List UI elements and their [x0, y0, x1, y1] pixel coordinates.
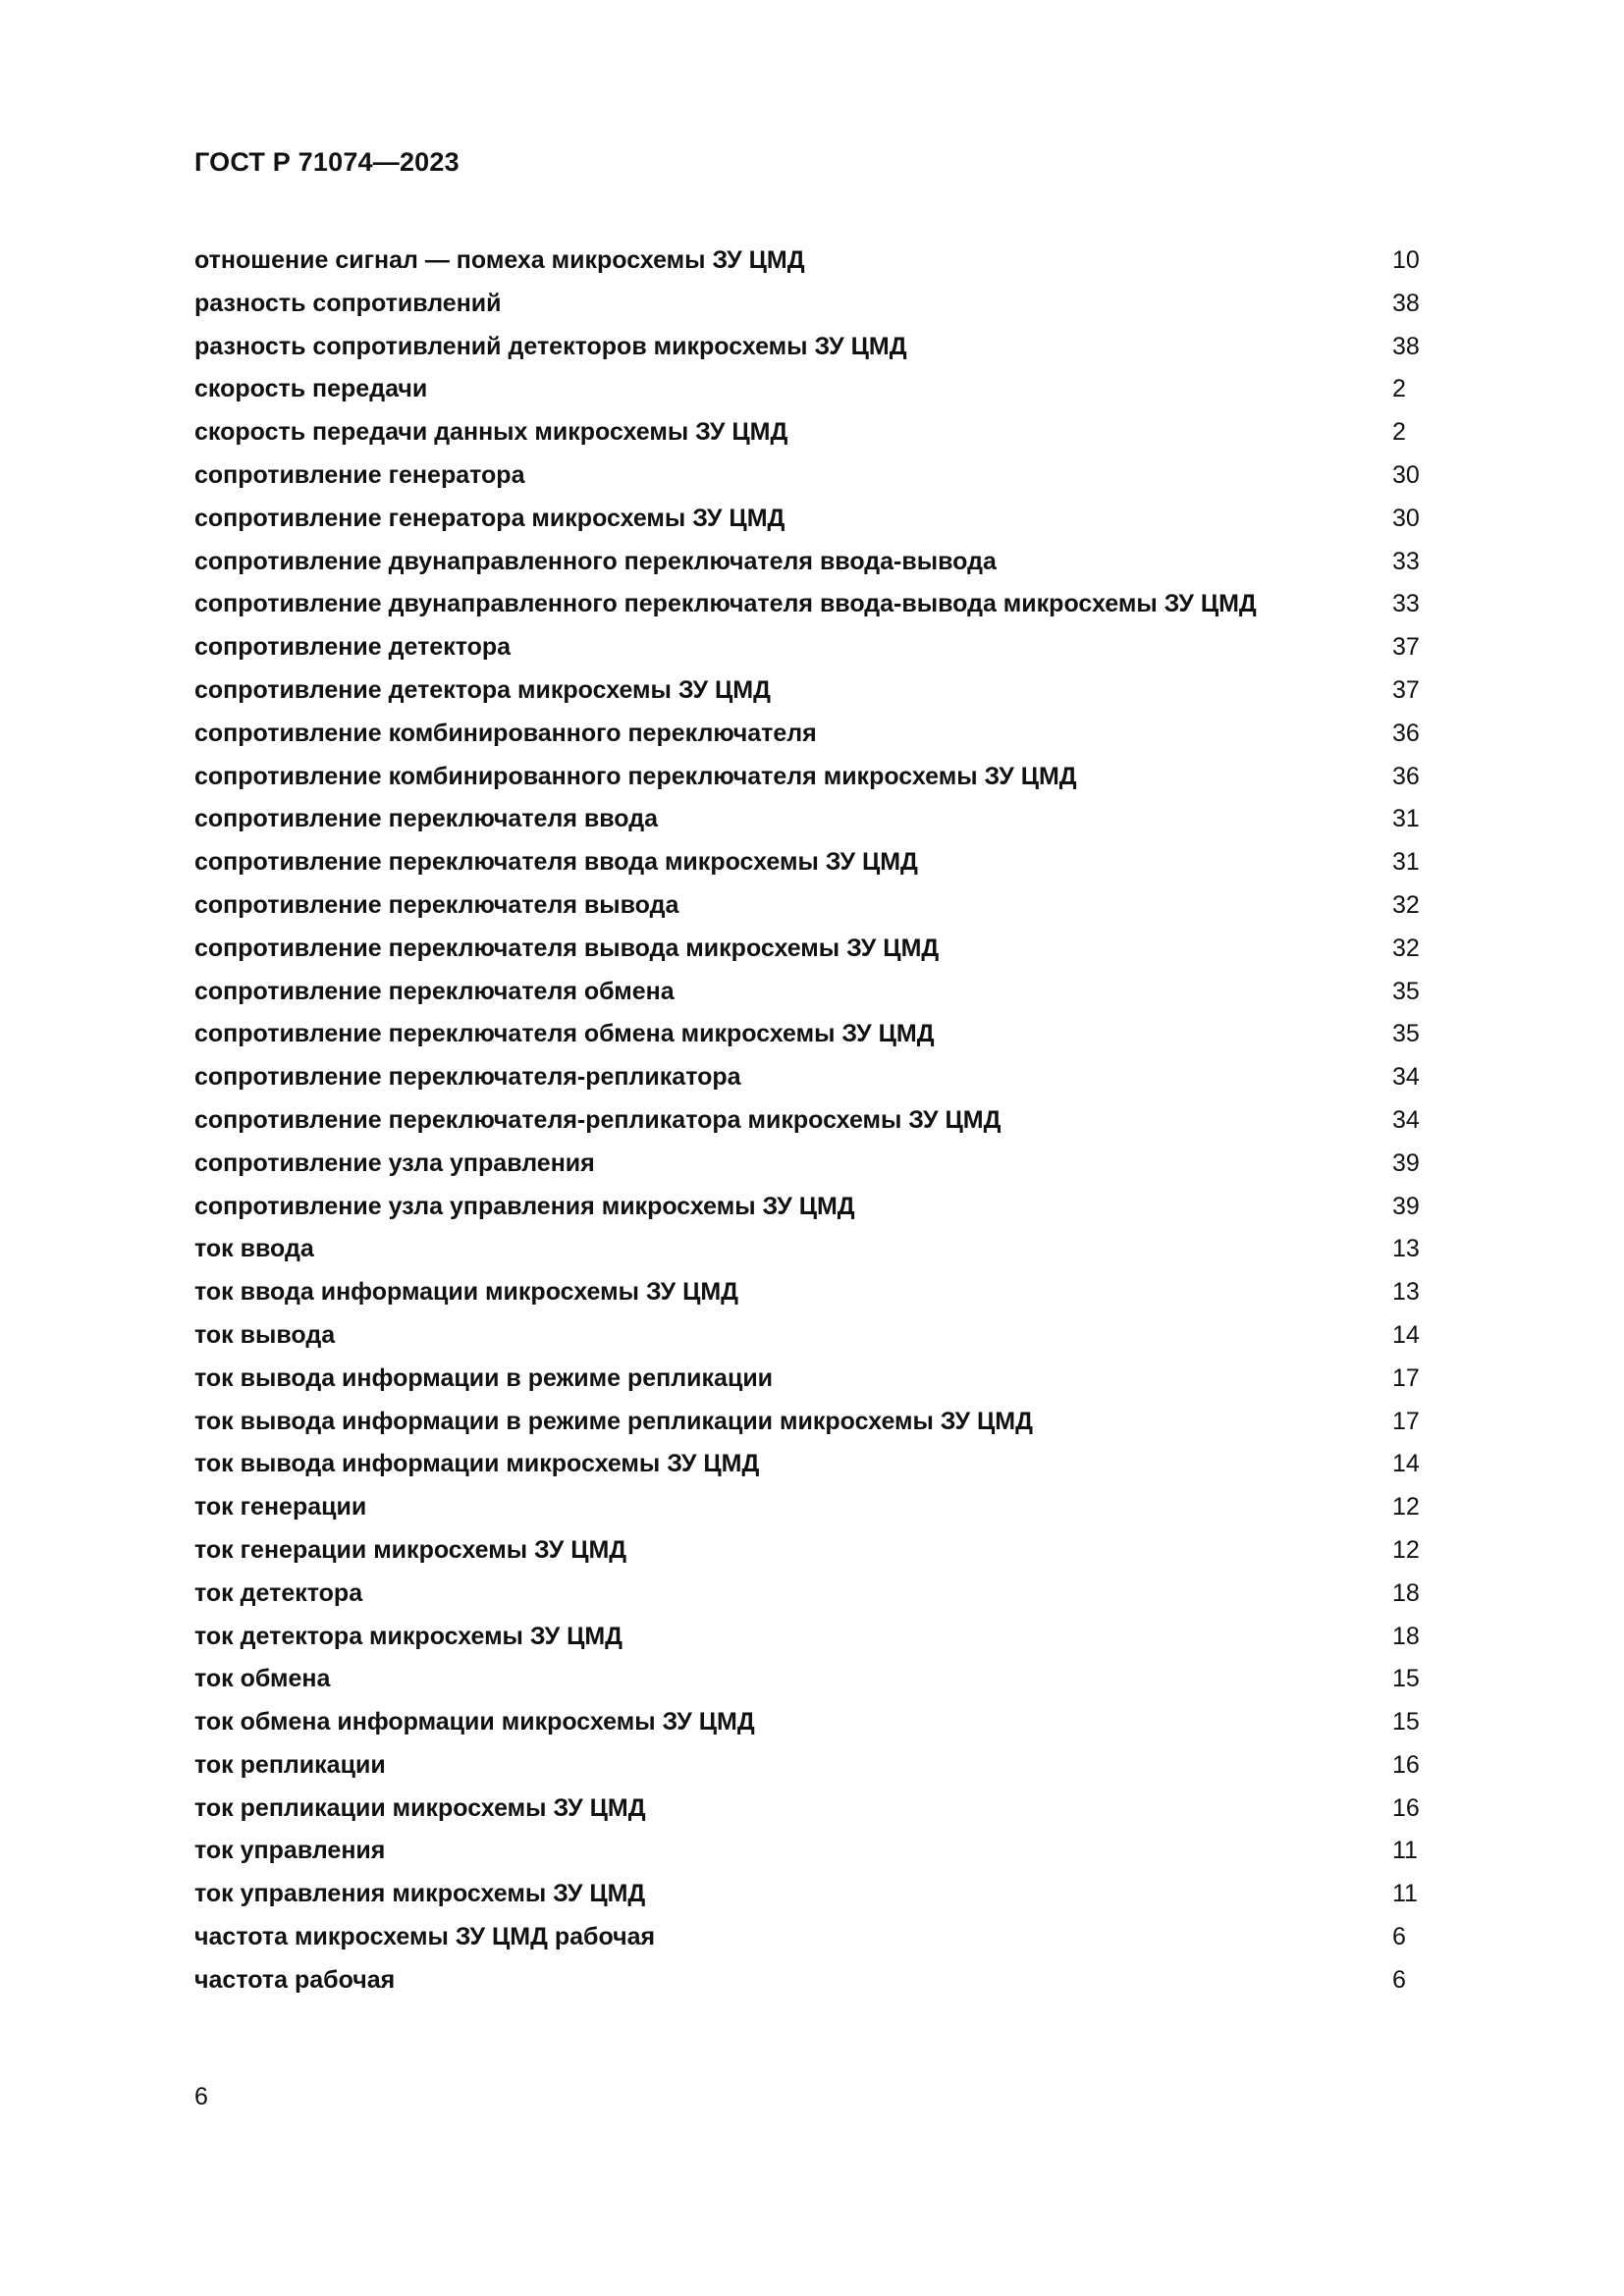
index-entry: [194, 1916, 1432, 1959]
index-term-number: 33: [1392, 590, 1420, 618]
index-term: разность сопротивлений: [194, 289, 502, 317]
index-term-number: 15: [1392, 1708, 1420, 1736]
index-term-number: 13: [1392, 1278, 1420, 1307]
index-entry: [194, 713, 1432, 756]
index-term: сопротивление детектора: [194, 633, 512, 662]
index-entry: [194, 841, 1432, 884]
index-term-number: 37: [1392, 633, 1420, 662]
index-term-number: 14: [1392, 1320, 1420, 1349]
index-term-number: 31: [1392, 805, 1420, 833]
index-term: сопротивление узла управления: [194, 1148, 595, 1177]
index-entry: [194, 1744, 1432, 1788]
index-entry: [194, 1873, 1432, 1916]
index-term-number: 34: [1392, 1105, 1420, 1134]
index-term-number: 34: [1392, 1063, 1420, 1092]
index-term-number: 36: [1392, 719, 1420, 747]
index-term-number: 38: [1392, 332, 1420, 360]
index-entry: [194, 1658, 1432, 1701]
index-term-number: 38: [1392, 289, 1420, 317]
index-term-number: 18: [1392, 1622, 1420, 1650]
index-term: сопротивление переключателя обмена: [194, 977, 675, 1005]
index-term: разность сопротивлений детекторов микросхемы ЗУ ЦМД: [194, 332, 907, 360]
index-term: сопротивление переключателя-репликатора: [194, 1063, 741, 1092]
index-entry: [194, 454, 1432, 498]
index-term-number: 6: [1392, 1965, 1406, 1994]
index-term: ток генерации: [194, 1493, 367, 1522]
index-term-number: 32: [1392, 890, 1420, 919]
index-term: сопротивление узла управления микросхемы ЗУ ЦМД: [194, 1192, 855, 1220]
index-term-number: 16: [1392, 1750, 1420, 1779]
index-term-number: 12: [1392, 1493, 1420, 1522]
index-term: ток репликации: [194, 1750, 386, 1779]
index-term: сопротивление переключателя-репликатора микросхемы ЗУ ЦМД: [194, 1105, 1001, 1134]
index-term: сопротивление переключателя ввода: [194, 805, 658, 833]
index-entry: [194, 368, 1432, 411]
index-term: сопротивление переключателя вывода микросхемы ЗУ ЦМД: [194, 934, 940, 962]
index-entry: [194, 1616, 1432, 1659]
index-term-number: 39: [1392, 1148, 1420, 1177]
index-term: сопротивление переключателя ввода микросхемы ЗУ ЦМД: [194, 848, 918, 877]
index-term-number: 35: [1392, 1020, 1420, 1048]
index-term: ток управления: [194, 1837, 386, 1865]
index-entry: [194, 541, 1432, 584]
index-term-number: 32: [1392, 934, 1420, 962]
index-term: частота рабочая: [194, 1965, 396, 1994]
index-term-number: 18: [1392, 1578, 1420, 1607]
index-term: ток обмена: [194, 1665, 331, 1693]
index-term: ток вывода информации микросхемы ЗУ ЦМД: [194, 1450, 760, 1478]
index-entry: [194, 1143, 1432, 1186]
index-term: ток детектора: [194, 1578, 363, 1607]
index-term: сопротивление комбинированного переключателя микросхемы ЗУ ЦМД: [194, 762, 1077, 790]
index-entry: [194, 283, 1432, 326]
index-entry: [194, 928, 1432, 971]
index-term: сопротивление комбинированного переключателя: [194, 719, 817, 747]
index-entry: [194, 971, 1432, 1014]
index-term: скорость передачи данных микросхемы ЗУ ЦМД: [194, 418, 788, 447]
index-term-number: 11: [1392, 1837, 1418, 1865]
index-entry: [194, 626, 1432, 669]
index-entry: [194, 1529, 1432, 1573]
index-entry: [194, 798, 1432, 841]
index-entry: [194, 1486, 1432, 1529]
alphabetical-index: [194, 240, 1432, 2002]
index-entry: [194, 1358, 1432, 1401]
index-term: сопротивление двунаправленного переключателя ввода-вывода: [194, 547, 997, 575]
index-term: ток детектора микросхемы ЗУ ЦМД: [194, 1622, 623, 1650]
index-entry: [194, 756, 1432, 799]
index-term-number: 13: [1392, 1235, 1420, 1263]
index-term: сопротивление детектора микросхемы ЗУ ЦМД: [194, 675, 771, 704]
index-term-number: 15: [1392, 1665, 1420, 1693]
index-term-number: 33: [1392, 547, 1420, 575]
index-entry: [194, 1830, 1432, 1873]
index-term-number: 39: [1392, 1192, 1420, 1220]
index-entry: [194, 1701, 1432, 1744]
index-term-number: 31: [1392, 848, 1420, 877]
index-term: сопротивление генератора: [194, 460, 525, 489]
index-term-number: 17: [1392, 1363, 1420, 1392]
index-term: ток генерации микросхемы ЗУ ЦМД: [194, 1535, 627, 1564]
index-term: ток ввода: [194, 1235, 314, 1263]
index-entry: [194, 1056, 1432, 1099]
index-entry: [194, 669, 1432, 713]
index-entry: [194, 1443, 1432, 1486]
document-header: ГОСТ Р 71074—2023: [194, 147, 460, 177]
index-term-number: 12: [1392, 1535, 1420, 1564]
index-entry: [194, 583, 1432, 626]
index-term-number: 36: [1392, 762, 1420, 790]
index-term: ток вывода информации в режиме репликации микросхемы ЗУ ЦМД: [194, 1407, 1033, 1435]
index-entry: [194, 411, 1432, 454]
index-term: ток вывода: [194, 1320, 336, 1349]
index-term: сопротивление переключателя обмена микросхемы ЗУ ЦМД: [194, 1020, 935, 1048]
index-entry: [194, 326, 1432, 369]
index-term: частота микросхемы ЗУ ЦМД рабочая: [194, 1923, 656, 1951]
index-term-number: 37: [1392, 675, 1420, 704]
index-term-number: 2: [1392, 418, 1406, 447]
index-term-number: 16: [1392, 1793, 1420, 1822]
index-term: ток ввода информации микросхемы ЗУ ЦМД: [194, 1278, 738, 1307]
index-entry: [194, 1228, 1432, 1271]
index-entry: [194, 1314, 1432, 1358]
index-term-number: 35: [1392, 977, 1420, 1005]
index-entry: [194, 240, 1432, 283]
index-entry: [194, 1788, 1432, 1831]
index-term: сопротивление двунаправленного переключателя ввода-вывода микросхемы ЗУ ЦМД: [194, 590, 1257, 618]
index-term: ток обмена информации микросхемы ЗУ ЦМД: [194, 1708, 755, 1736]
index-term-number: 17: [1392, 1407, 1420, 1435]
index-entry: [194, 1186, 1432, 1229]
index-term-number: 11: [1392, 1880, 1418, 1908]
index-term-number: 10: [1392, 246, 1420, 274]
index-term: отношение сигнал — помеха микросхемы ЗУ ЦМД: [194, 246, 805, 274]
index-entry: [194, 1013, 1432, 1056]
page-number: 6: [194, 2083, 208, 2110]
index-entry: [194, 498, 1432, 541]
index-term: сопротивление генератора микросхемы ЗУ ЦМД: [194, 504, 785, 532]
index-term: сопротивление переключателя вывода: [194, 890, 679, 919]
index-term: ток репликации микросхемы ЗУ ЦМД: [194, 1793, 646, 1822]
index-term: ток вывода информации в режиме репликации: [194, 1363, 774, 1392]
index-term-number: 2: [1392, 375, 1406, 403]
index-entry: [194, 1271, 1432, 1314]
index-entry: [194, 1099, 1432, 1143]
index-term-number: 30: [1392, 460, 1420, 489]
index-term-number: 30: [1392, 504, 1420, 532]
index-term: ток управления микросхемы ЗУ ЦМД: [194, 1880, 646, 1908]
index-term-number: 14: [1392, 1450, 1420, 1478]
index-entry: [194, 1959, 1432, 2002]
index-entry: [194, 1401, 1432, 1444]
index-term: скорость передачи: [194, 375, 428, 403]
index-entry: [194, 884, 1432, 928]
index-entry: [194, 1573, 1432, 1616]
index-term-number: 6: [1392, 1923, 1406, 1951]
